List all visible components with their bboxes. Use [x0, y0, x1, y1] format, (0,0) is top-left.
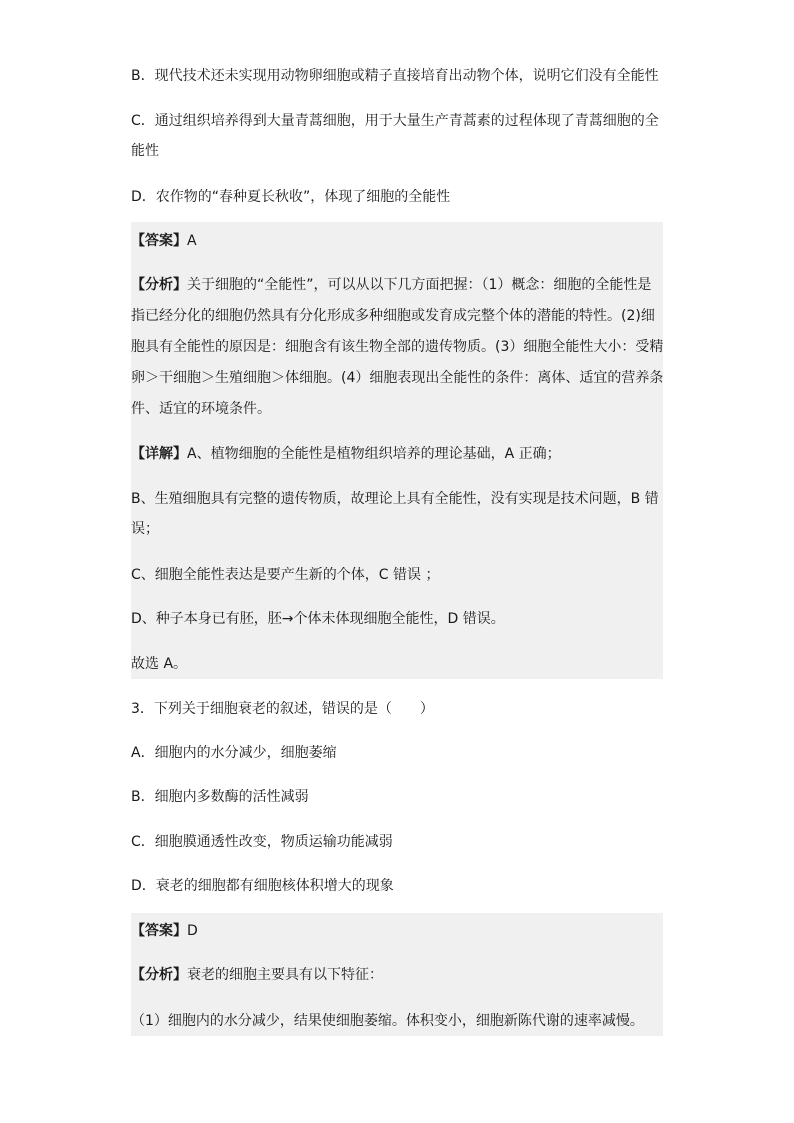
analysis-q2-line5: 件、适宜的环境条件。	[131, 401, 271, 417]
detail-tag: 【详解】	[131, 446, 187, 462]
detail-q2-a	[131, 441, 663, 467]
analysis-q2-line3: 胞具有全能性的原因是：细胞含有该生物全部的遗传物质。(3）细胞全能性大小：受精	[131, 339, 664, 355]
analysis-tag: 【分析】	[131, 967, 187, 983]
question3-stem: 3．下列关于细胞衰老的叙述，错误的是（ ）	[131, 701, 434, 717]
analysis-q2-line1	[131, 272, 663, 298]
detail-q2-b-line2: 误；	[131, 521, 159, 537]
option-b-q3: B．细胞内多数酶的活性减弱	[131, 789, 309, 805]
analysis-q2-line2: 指已经分化的细胞仍然具有分化形成多种细胞或发育成完整个体的潜能的特性。(2)细	[131, 308, 655, 324]
analysis-q3-point1: （1）细胞内的水分减少，结果使细胞萎缩。体积变小，细胞新陈代谢的速率减慢。	[131, 1013, 644, 1029]
analysis-text: 关于细胞的“全能性”，可以从以下几方面把握：（1）概念：细胞的全能性是	[187, 277, 652, 293]
answer-tag: 【答案】	[131, 233, 187, 249]
detail-q2-conclusion: 故选 A。	[131, 656, 188, 672]
answer-value: A	[187, 233, 197, 249]
option-a-q3: A．细胞内的水分减少，细胞萎缩	[131, 745, 337, 761]
option-d-q2: D．农作物的“春种夏长秋收”，体现了细胞的全能性	[131, 189, 451, 205]
detail-q2-b-line1: B、生殖细胞具有完整的遗传物质，故理论上具有全能性，没有实现是技术问题，B 错	[131, 491, 659, 507]
answer-tag: 【答案】	[131, 923, 187, 939]
detail-text: A、植物细胞的全能性是植物组织培养的理论基础，A 正确；	[187, 446, 561, 462]
option-d-q3: D．衰老的细胞都有细胞核体积增大的现象	[131, 878, 394, 894]
answer-q3	[131, 918, 663, 944]
option-c-q2-line2: 能性	[131, 143, 159, 159]
option-c-q2-line1: C．通过组织培养得到大量青蒿细胞，用于大量生产青蒿素的过程体现了青蒿细胞的全	[131, 113, 659, 129]
option-b-q2: B．现代技术还未实现用动物卵细胞或精子直接培育出动物个体，说明它们没有全能性	[131, 68, 659, 84]
detail-q2-d: D、种子本身已有胚，胚→个体未体现细胞全能性，D 错误。	[131, 611, 505, 627]
analysis-text: 衰老的细胞主要具有以下特征：	[187, 967, 383, 983]
analysis-q3	[131, 962, 663, 988]
option-c-q3: C．细胞膜通透性改变，物质运输功能减弱	[131, 834, 393, 850]
answer-q2	[131, 228, 663, 254]
analysis-tag: 【分析】	[131, 277, 187, 293]
answer-value: D	[187, 923, 198, 939]
analysis-q2-line4: 卵＞干细胞＞生殖细胞＞体细胞。(4）细胞表现出全能性的条件：离体、适宜的营养条	[131, 370, 664, 386]
detail-q2-c: C、细胞全能性表达是要产生新的个体，C 错误 ；	[131, 567, 440, 583]
